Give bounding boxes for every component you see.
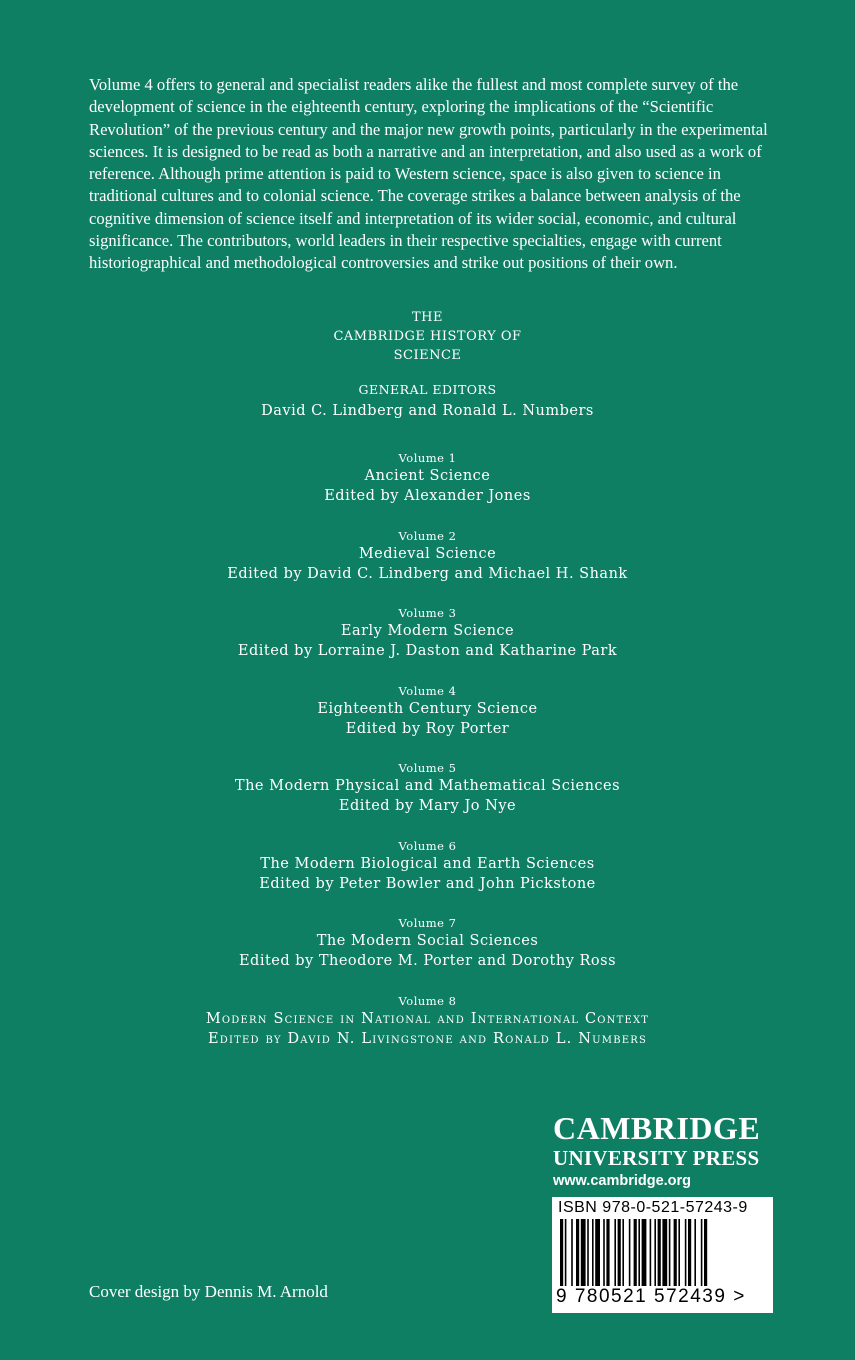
general-editors-names: David C. Lindberg and Ronald L. Numbers	[261, 403, 594, 419]
volume-number: Volume 1	[398, 451, 457, 465]
volume-entry	[0, 993, 855, 1049]
publisher-url: www.cambridge.org	[553, 1173, 692, 1189]
publisher-logo	[553, 1110, 783, 1192]
barcode-digits: 9 780521 572439 >	[556, 1286, 770, 1308]
volume-number: Volume 6	[398, 839, 457, 853]
volume-entry	[0, 450, 855, 506]
volume-editors: Edited by Theodore M. Porter and Dorothy Ross	[238, 952, 617, 969]
series-title	[0, 308, 855, 365]
volume-title: The Modern Social Sciences	[316, 933, 539, 949]
barcode-icon	[560, 1219, 765, 1291]
general-editors-label: GENERAL EDITORS	[358, 382, 497, 397]
volume-editors: Edited by Lorraine J. Daston and Katharine Park	[237, 642, 618, 659]
volume-editors: Edited by Mary Jo Nye	[338, 797, 517, 814]
book-description: Volume 4 offers to general and specialist readers alike the fullest and most complete survey of the development of science in the eighteenth century, exploring the implications of the “Scientific Revolution” of the previous century and the major new growth points, particularly in the experimental sciences. It is designed to be read as both a narrative and an interpretation, and also used as a work of reference. Although prime attention is paid to Western science, space is also given to science in traditional cultures and to colonial science. The coverage strikes a balance between analysis of the cognitive dimension of science itself and interpretation of its wider social, economic, and cultural significance. The contributors, world leaders in their respective specialties, engage with current historiographical and methodological controversies and strike out positions of their own.	[89, 75, 768, 273]
volume-number: Volume 7	[398, 916, 457, 930]
volume-title: The Modern Physical and Mathematical Sciences	[234, 778, 621, 794]
cover-credit: Cover design by Dennis M. Arnold	[89, 1282, 328, 1301]
isbn-barcode	[552, 1197, 773, 1313]
volume-number: Volume 5	[398, 761, 457, 775]
isbn-label: ISBN 978-0-521-57243-9	[558, 1199, 748, 1216]
volume-title: Ancient Science	[364, 468, 491, 484]
volume-number: Volume 8	[398, 994, 457, 1008]
volume-entry	[0, 605, 855, 661]
volume-number: Volume 2	[398, 529, 457, 543]
volume-entry	[0, 528, 855, 584]
volume-editors: Edited by Alexander Jones	[324, 487, 531, 504]
volume-number: Volume 4	[398, 684, 457, 698]
volume-title: Eighteenth Century Science	[317, 701, 538, 717]
volume-entry	[0, 760, 855, 816]
volume-title: Modern Science in National and International Context	[205, 1011, 650, 1027]
publisher-name: CAMBRIDGE	[553, 1110, 761, 1146]
volume-number: Volume 3	[398, 606, 457, 620]
volume-editors: Edited by Roy Porter	[345, 720, 510, 737]
volume-entry	[0, 683, 855, 739]
volume-editors: Edited by David C. Lindberg and Michael H. Shank	[227, 565, 628, 582]
series-title-line-2: CAMBRIDGE HISTORY OF	[333, 329, 522, 344]
volume-title: Early Modern Science	[340, 623, 515, 639]
volume-entry	[0, 838, 855, 894]
volume-editors: Edited by David N. Livingstone and Ronald L. Numbers	[207, 1030, 648, 1047]
series-title-line-3: SCIENCE	[393, 348, 462, 363]
volume-editors: Edited by Peter Bowler and John Pickstone	[259, 875, 596, 892]
volume-entry	[0, 915, 855, 971]
series-title-line-1: THE	[412, 310, 443, 325]
publisher-subname: UNIVERSITY PRESS	[553, 1146, 760, 1170]
volume-title: Medieval Science	[358, 546, 497, 562]
volume-title: The Modern Biological and Earth Sciences	[260, 856, 595, 872]
